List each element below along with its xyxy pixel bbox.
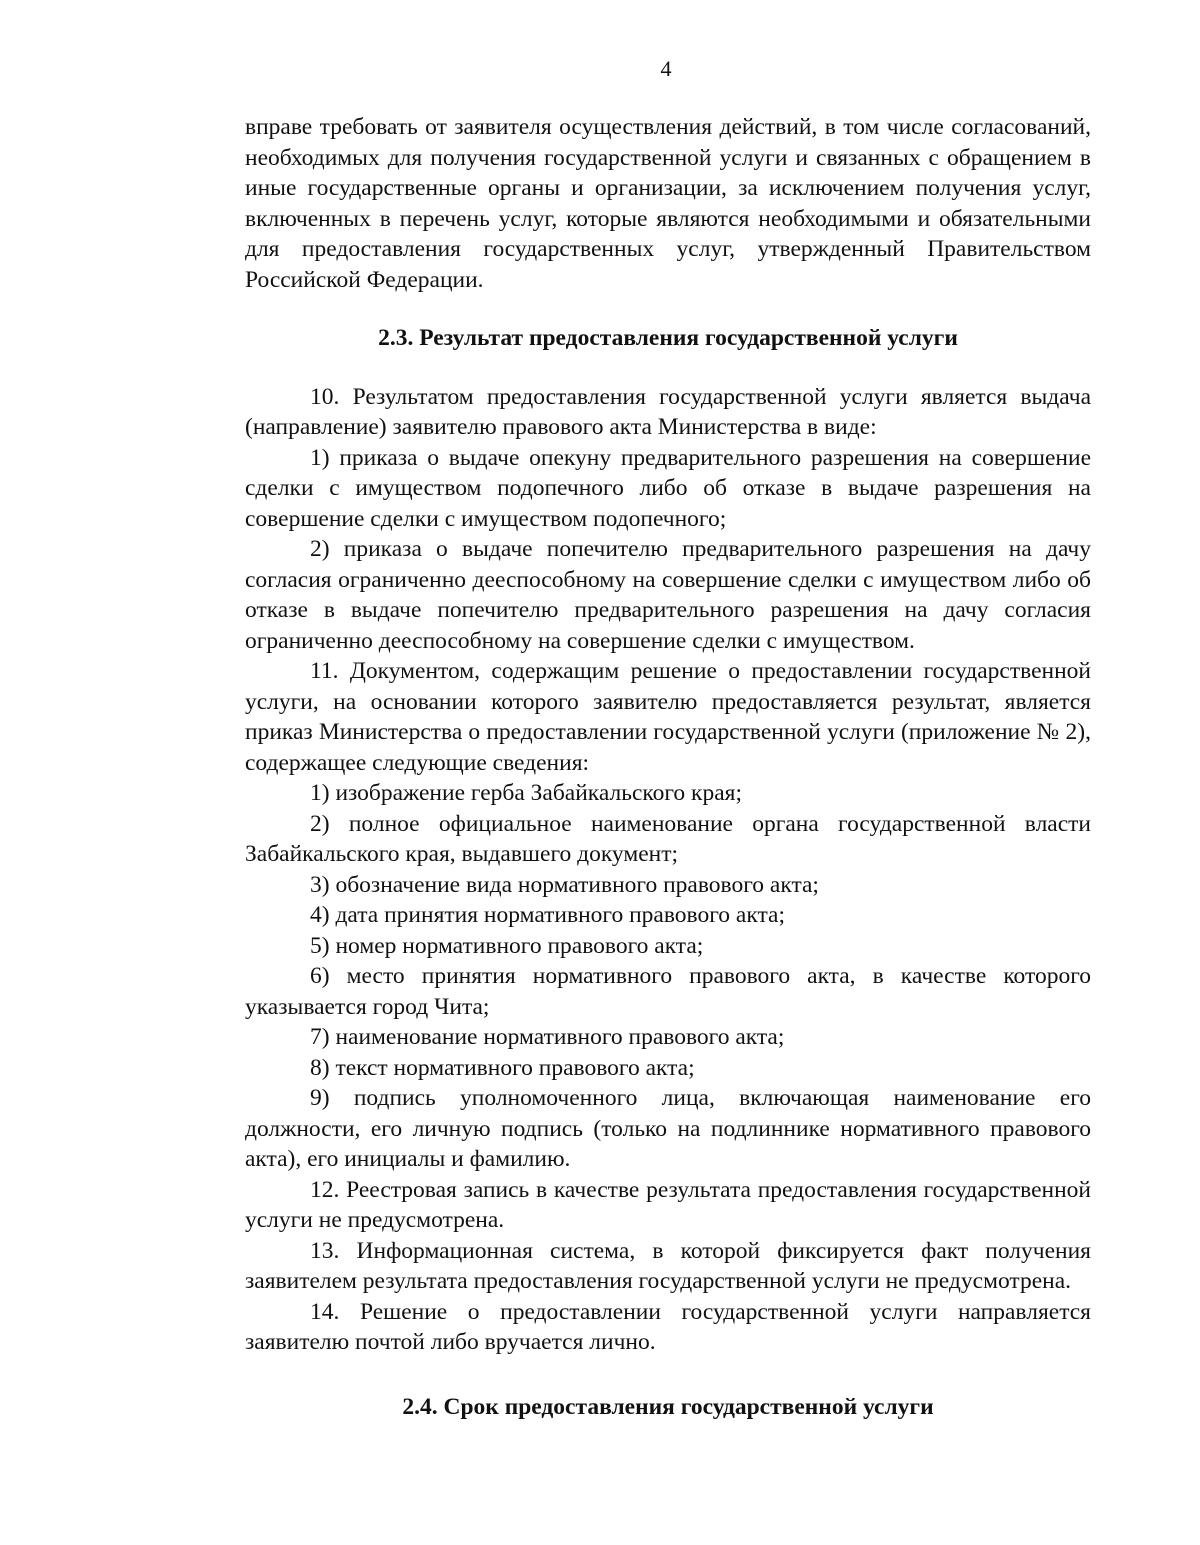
paragraph-10-item-2: 2) приказа о выдаче попечителю предварительного разрешения на дачу согласия ограниченно дееспособному на совершение сделки с имуществом либо об отказе в выдаче попечителю предварительного разрешения на дачу согласия ограниченно дееспособному на совершение сделки с имуществом. — [245, 536, 1091, 654]
paragraph-11-item-4: 4) дата принятия нормативного правового акта; — [310, 902, 785, 928]
paragraph-11-item-6: 6) место принятия нормативного правового акта, в качестве которого указывается город Чита; — [245, 963, 1091, 1020]
page-number: 4 — [660, 56, 672, 81]
section-heading-2-4: 2.4. Срок предоставления государственной услуги — [402, 1393, 934, 1420]
paragraph-13: 13. Информационная система, в которой фиксируется факт получения заявителем результата предоставления государственной услуги не предусмотрена. — [245, 1237, 1091, 1294]
paragraph-10: 10. Результатом предоставления государственной услуги является выдача (направление) заявителю правового акта Министерства в виде: — [245, 383, 1091, 440]
paragraph-11-item-5: 5) номер нормативного правового акта; — [310, 932, 704, 959]
paragraph-11-item-8: 8) текст нормативного правового акта; — [310, 1054, 695, 1081]
paragraph-11-item-2: 2) полное официальное наименование органа государственной власти Забайкальского края, выдавшего документ; — [245, 810, 1091, 867]
intro-paragraph: вправе требовать от заявителя осуществления действий, в том числе согласований, необходимых для получения государственной услуги и связанных с обращением в иные государственные органы и организации, за исключением получения услуг, включенных в перечень услуг, которые являются необходимыми и обязательными для предоставления государственных услуг, утвержденный Правительством Российской Федерации. — [245, 114, 1091, 293]
paragraph-11: 11. Документом, содержащим решение о предоставлении государственной услуги, на основании которого заявителю предоставляется результат, является приказ Министерства о предоставлении государственной услуги (приложение № 2), содержащее следующие сведения: — [245, 658, 1091, 776]
paragraph-14: 14. Решение о предоставлении государственной услуги направляется заявителю почтой либо вручается лично. — [245, 1298, 1091, 1355]
paragraph-11-item-3: 3) обозначение вида нормативного правового акта; — [310, 871, 819, 898]
paragraph-10-item-1: 1) приказа о выдаче опекуну предварительного разрешения на совершение сделки с имуществом подопечного либо об отказе в выдаче разрешения на совершение сделки с имуществом подопечного; — [245, 444, 1091, 532]
document-body — [245, 112, 1091, 1422]
paragraph-12: 12. Реестровая запись в качестве результата предоставления государственной услуги не предусмотрена. — [245, 1176, 1091, 1233]
paragraph-11-item-9: 9) подпись уполномоченного лица, включающая наименование его должности, его личную подпись (только на подлиннике нормативного правового акта), его инициалы и фамилию. — [245, 1085, 1091, 1172]
paragraph-11-item-7: 7) наименование нормативного правового акта; — [310, 1024, 785, 1050]
section-heading-2-3: 2.3. Результат предоставления государственной услуги — [378, 325, 958, 351]
paragraph-11-item-1: 1) изображение герба Забайкальского края; — [310, 780, 742, 806]
